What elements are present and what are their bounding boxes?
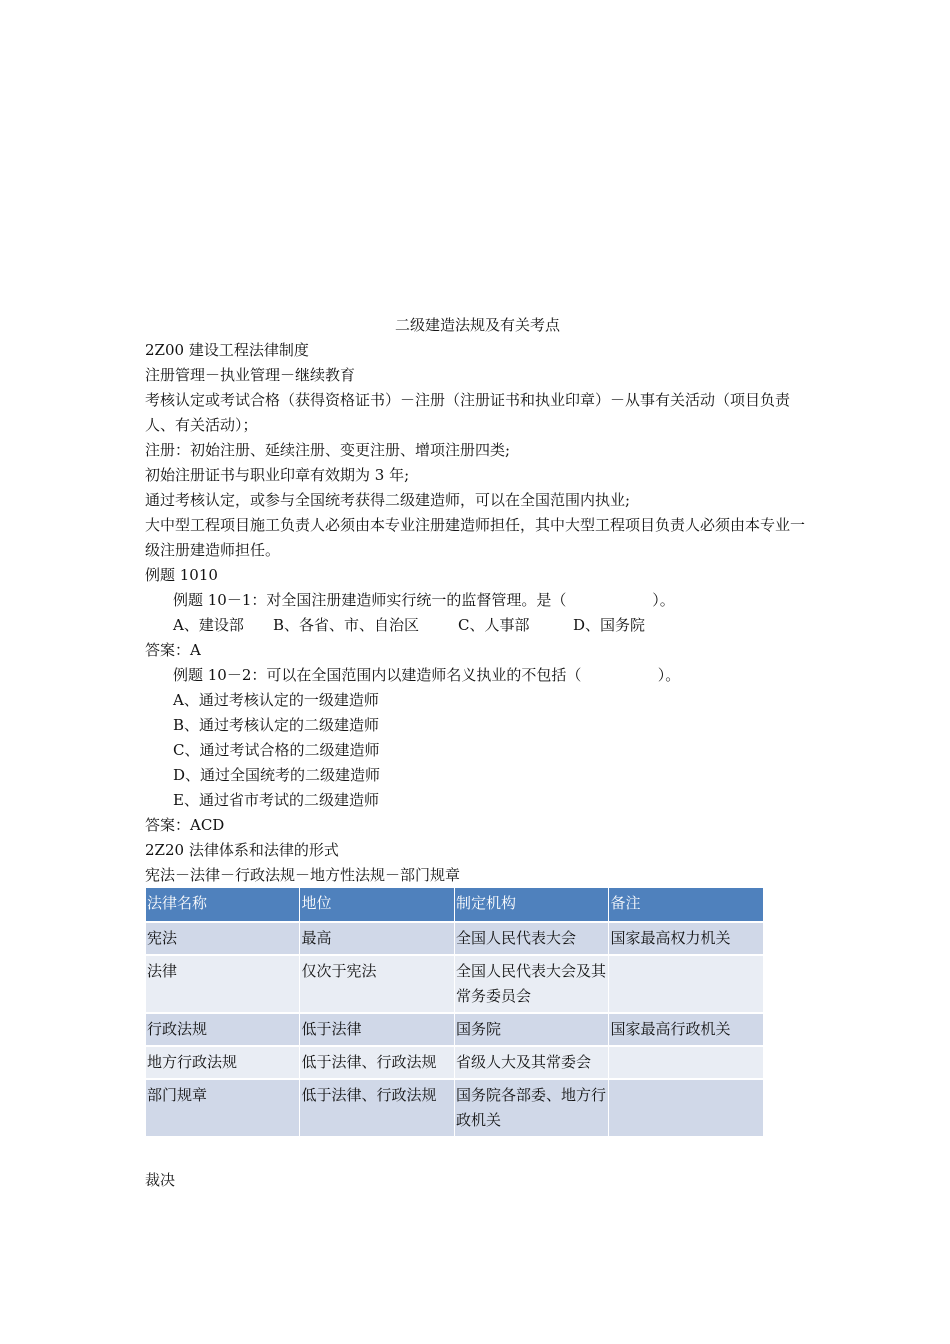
question-2: 例题 10－2：可以在全国范围内以建造师名义执业的不包括（ ）。 <box>173 666 681 684</box>
paragraph: 初始注册证书与职业印章有效期为 3 年; <box>145 466 410 484</box>
header-cell: 法律名称 <box>146 888 300 922</box>
paragraph: 裁决 <box>145 1171 176 1189</box>
question-1-options <box>145 613 810 638</box>
table-row <box>146 1013 764 1046</box>
table-cell: 仅次于宪法 <box>300 955 454 1013</box>
question-1: 例题 10－1：对全国注册建造师实行统一的监督管理。是（ ）。 <box>173 591 675 609</box>
document-title: 二级建造法规及有关考点 <box>394 316 560 334</box>
option: C、人事部 <box>458 616 530 634</box>
table-cell: 全国人民代表大会及其常务委员会 <box>454 955 608 1013</box>
table-cell <box>609 1046 763 1079</box>
header-cell: 备注 <box>609 888 763 922</box>
option: D、国务院 <box>573 616 646 634</box>
table-cell: 行政法规 <box>146 1013 300 1046</box>
table-cell: 低于法律 <box>300 1013 454 1046</box>
table-cell: 低于法律、行政法规 <box>300 1046 454 1079</box>
table-cell: 国家最高权力机关 <box>609 922 763 955</box>
table-header-row <box>146 888 764 922</box>
table-cell <box>609 1079 763 1137</box>
table-cell: 地方行政法规 <box>146 1046 300 1079</box>
answer-2: 答案：ACD <box>145 816 225 834</box>
paragraph: 考核认定或考试合格（获得资格证书）－注册（注册证书和执业印章）－从事有关活动（项目负责人、有关活动）； <box>145 391 791 434</box>
table-cell: 最高 <box>300 922 454 955</box>
header-cell: 制定机构 <box>454 888 608 922</box>
table-cell: 部门规章 <box>146 1079 300 1137</box>
option: A、通过考核认定的一级建造师 <box>173 691 379 709</box>
paragraph: 注册管理－执业管理－继续教育 <box>145 366 356 384</box>
table-cell: 法律 <box>146 955 300 1013</box>
table-cell: 全国人民代表大会 <box>454 922 608 955</box>
section-heading-2z20: 2Z20 法律体系和法律的形式 <box>145 841 339 859</box>
table-cell: 国家最高行政机关 <box>609 1013 763 1046</box>
table-row <box>146 1046 764 1079</box>
answer-1: 答案：A <box>145 641 201 659</box>
table-row <box>146 922 764 955</box>
paragraph: 宪法－法律－行政法规－地方性法规－部门规章 <box>145 866 461 884</box>
option: B、通过考核认定的二级建造师 <box>173 716 380 734</box>
table-cell: 国务院 <box>454 1013 608 1046</box>
option: C、通过考试合格的二级建造师 <box>173 741 380 759</box>
option: E、通过省市考试的二级建造师 <box>173 791 379 809</box>
example-heading: 例题 1010 <box>145 566 218 584</box>
table-row <box>146 955 764 1013</box>
paragraph: 注册：初始注册、延续注册、变更注册、增项注册四类; <box>145 441 511 459</box>
option: B、各省、市、自治区 <box>273 616 420 634</box>
law-hierarchy-table <box>145 888 763 1138</box>
table-cell: 宪法 <box>146 922 300 955</box>
paragraph: 大中型工程项目施工负责人必须由本专业注册建造师担任，其中大型工程项目负责人必须由本专业一级注册建造师担任。 <box>145 516 806 559</box>
table-cell <box>609 955 763 1013</box>
document-page <box>145 313 810 1193</box>
table-cell: 低于法律、行政法规 <box>300 1079 454 1137</box>
header-cell: 地位 <box>300 888 454 922</box>
table-row <box>146 1079 764 1137</box>
table-cell: 省级人大及其常委会 <box>454 1046 608 1079</box>
option: D、通过全国统考的二级建造师 <box>173 766 381 784</box>
table-cell: 国务院各部委、地方行政机关 <box>454 1079 608 1137</box>
paragraph: 通过考核认定，或参与全国统考获得二级建造师，可以在全国范围内执业; <box>145 491 631 509</box>
option: A、建设部 <box>173 616 244 634</box>
section-heading-2z00: 2Z00 建设工程法律制度 <box>145 341 309 359</box>
